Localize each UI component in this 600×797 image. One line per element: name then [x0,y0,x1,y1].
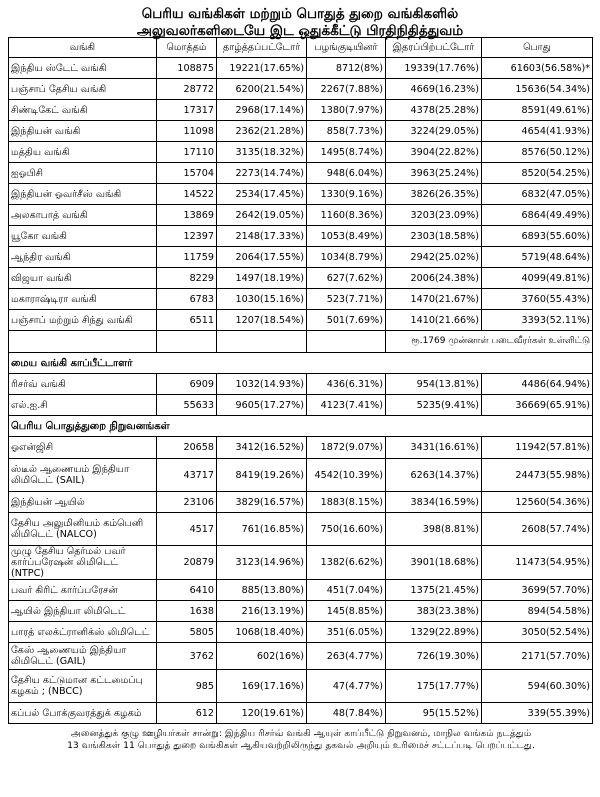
table-row [9,622,593,643]
cell-total: 15704 [157,163,217,184]
cell-name: எல்.ஐ.சி [9,395,157,416]
cell-total: 28772 [157,79,217,100]
cell-obc: 4378(25.28%) [386,100,482,121]
cell-name: மகாராஷ்டிரா வங்கி [9,289,157,310]
table-row [9,310,593,331]
cell-general: 15636(54.34%) [482,79,593,100]
cell-sc: 216(13.19%) [217,601,307,622]
cell-st: 1883(8.15%) [307,492,386,513]
cell-name: அலகாபாத் வங்கி [9,205,157,226]
cell-general: 2608(57.74%) [482,513,593,546]
cell-name: கப்பல் போக்குவரத்துக் கழகம் [9,703,157,724]
cell-name: தேசிய அலுமினியம் கம்பெனி லிமிடெட் (NALCO) [9,513,157,546]
cell-general: 3699(57.70%) [482,580,593,601]
cell-sc: 8419(19.26%) [217,459,307,492]
cell-sc: 761(16.85%) [217,513,307,546]
cell-name: பவர் கிரிட் கார்ப்பரேசன் [9,580,157,601]
table-row [9,643,593,670]
section-insurance [9,353,593,374]
cell-general: 5719(48.64%) [482,247,593,268]
cell-sc: 2064(17.55%) [217,247,307,268]
table-row [9,100,593,121]
section-psu-label: பெரிய பொதுத்துறை நிறுவனங்கள் [9,416,593,437]
cell-st: 263(4.77%) [307,643,386,670]
cell-total: 6511 [157,310,217,331]
cell-sc: 3412(16.52%) [217,437,307,459]
cell-sc: 3829(16.57%) [217,492,307,513]
cell-st: 8712(8%) [307,58,386,79]
cell-obc: 954(13.81%) [386,374,482,395]
cell-sc: 120(19.61%) [217,703,307,724]
cell-st: 48(7.84%) [307,703,386,724]
cell-obc: 3834(16.59%) [386,492,482,513]
cell-name: பஞ்சாப் மற்றும் சிந்து வங்கி [9,310,157,331]
cell-name: ஆந்திர வங்கி [9,247,157,268]
cell-total: 612 [157,703,217,724]
cell-sc: 19221(17.65%) [217,58,307,79]
cell-sc: 9605(17.27%) [217,395,307,416]
cell-general: 594(60.30%) [482,670,593,703]
table-header-row [9,38,593,58]
cell-general: 8591(49.61%) [482,100,593,121]
cell-total: 20658 [157,437,217,459]
cell-total: 6909 [157,374,217,395]
cell-general: 6832(47.05%) [482,184,593,205]
cell-name: கேஸ் ஆணையம் இந்தியா லிமிடெட் (GAIL) [9,643,157,670]
cell-total: 3762 [157,643,217,670]
cell-name: மத்திய வங்கி [9,142,157,163]
table-row [9,226,593,247]
cell-sc: 2534(17.45%) [217,184,307,205]
cell-obc: 95(15.52%) [386,703,482,724]
cell-st: 145(8.85%) [307,601,386,622]
cell-total: 108875 [157,58,217,79]
cell-total: 13869 [157,205,217,226]
cell-total: 23106 [157,492,217,513]
table-row [9,546,593,580]
cell-st: 501(7.69%) [307,310,386,331]
cell-st: 1382(6.62%) [307,546,386,580]
cell-name: ரிசர்வ் வங்கி [9,374,157,395]
cell-obc: 2006(24.38%) [386,268,482,289]
cell-general: 36669(65.91%) [482,395,593,416]
cell-obc: 3904(22.82%) [386,142,482,163]
cell-sc: 602(16%) [217,643,307,670]
table-row [9,205,593,226]
cell-obc: 383(23.38%) [386,601,482,622]
cell-total: 6783 [157,289,217,310]
cell-obc: 2942(25.02%) [386,247,482,268]
cell-st: 451(7.04%) [307,580,386,601]
cell-st: 1872(9.07%) [307,437,386,459]
cell-general: 8520(54.25%) [482,163,593,184]
cell-st: 750(16.60%) [307,513,386,546]
cell-sc: 1497(18.19%) [217,268,307,289]
title-line-2: அலுவலர்களிடையே இட ஒதுக்கீட்டு பிரதிநிதித்துவம் [136,23,464,39]
table-row [9,395,593,416]
cell-st: 1380(7.97%) [307,100,386,121]
cell-name: முழு தேசிய தெர்மல் பவர் கார்ப்பரேஷன் லிமிடெட் (NTPC) [9,546,157,580]
section-psu [9,416,593,437]
table-row [9,79,593,100]
cell-st: 2267(7.88%) [307,79,386,100]
cell-total: 8229 [157,268,217,289]
cell-total: 55633 [157,395,217,416]
table-row [9,670,593,703]
header-sc: தாழ்த்தப்பட்டோர் [217,38,307,58]
cell-st: 4123(7.41%) [307,395,386,416]
cell-st: 351(6.05%) [307,622,386,643]
cell-general: 11473(54.95%) [482,546,593,580]
cell-sc: 2148(17.33%) [217,226,307,247]
header-obc: இதரப்பிற்பட்டோர் [386,38,482,58]
table-row [9,601,593,622]
cell-general: 12560(54.36%) [482,492,593,513]
table-row [9,459,593,492]
empty-cell [157,331,217,353]
cell-st: 436(6.31%) [307,374,386,395]
cell-general: 11942(57.81%) [482,437,593,459]
cell-total: 11759 [157,247,217,268]
cell-st: 1053(8.49%) [307,226,386,247]
cell-total: 17317 [157,100,217,121]
section-insurance-label: மைய வங்கி காப்பீட்டாளர் [9,353,593,374]
cell-sc: 1207(18.54%) [217,310,307,331]
document-title [0,0,600,37]
cell-general: 3050(52.54%) [482,622,593,643]
cell-total: 985 [157,670,217,703]
cell-sc: 2642(19.05%) [217,205,307,226]
cell-name: ஓஎன்ஜிசி [9,437,157,459]
cell-obc: 3826(26.35%) [386,184,482,205]
footer-line-2: 13 வங்கிகள் 11 பொதுத் துறை வங்கிகள் ஆகியவற்றிலிருந்து தகவல் அறியும் உரிமைச் சட்டப்படி பெறப்பட்டது. [67,740,535,751]
table-row [9,184,593,205]
cell-name: இந்தியன் வங்கி [9,121,157,142]
cell-obc: 398(8.81%) [386,513,482,546]
cell-name: பஞ்சாப் தேசிய வங்கி [9,79,157,100]
cell-sc: 6200(21.54%) [217,79,307,100]
table-row [9,121,593,142]
header-general: பொது [482,38,593,58]
table-row [9,437,593,459]
cell-general: 4654(41.93%) [482,121,593,142]
cell-obc: 1375(21.45%) [386,580,482,601]
cell-obc: 5235(9.41%) [386,395,482,416]
table-row [9,492,593,513]
cell-general: 4486(64.94%) [482,374,593,395]
table-row [9,163,593,184]
cell-sc: 3135(18.32%) [217,142,307,163]
cell-general: 61603(56.58%)* [482,58,593,79]
header-total: மொத்தம் [157,38,217,58]
cell-general: 8576(50.12%) [482,142,593,163]
cell-obc: 1470(21.67%) [386,289,482,310]
cell-name: ஆயில் இந்தியா லிமிடெட் [9,601,157,622]
title-line-1: பெரிய வங்கிகள் மற்றும் பொதுத் துறை வங்கிகளில் [141,6,459,22]
header-bank: வங்கி [9,38,157,58]
cell-name: தேசிய கட்டுமான கட்டமைப்பு கழகம் ; (NBCC) [9,670,157,703]
cell-obc: 3901(18.68%) [386,546,482,580]
cell-obc: 1410(21.66%) [386,310,482,331]
cell-general: 894(54.58%) [482,601,593,622]
cell-sc: 2273(14.74%) [217,163,307,184]
cell-sc: 2968(17.14%) [217,100,307,121]
ex-servicemen-note: ரூ.1769 முன்னாள் படைவீரர்கள் உள்ளிட்டு [386,331,593,353]
cell-obc: 19339(17.76%) [386,58,482,79]
cell-obc: 4669(16.23%) [386,79,482,100]
table-row [9,268,593,289]
cell-general: 4099(49.81%) [482,268,593,289]
cell-st: 627(7.62%) [307,268,386,289]
cell-obc: 1329(22.89%) [386,622,482,643]
cell-sc: 1068(18.40%) [217,622,307,643]
cell-name: இந்தியன் ஓவர்சீஸ் வங்கி [9,184,157,205]
cell-st: 948(6.04%) [307,163,386,184]
table-body [9,38,593,724]
cell-sc: 2362(21.28%) [217,121,307,142]
cell-st: 523(7.71%) [307,289,386,310]
cell-sc: 885(13.80%) [217,580,307,601]
cell-obc: 2303(18.58%) [386,226,482,247]
cell-obc: 726(19.30%) [386,643,482,670]
cell-name: ஐஓபிசி [9,163,157,184]
cell-general: 24473(55.98%) [482,459,593,492]
cell-name: இந்தியன் ஆயில் [9,492,157,513]
cell-name: ஸ்டீல் ஆணையம் இந்தியா லிமிடெட் (SAIL) [9,459,157,492]
cell-total: 4517 [157,513,217,546]
note-row [9,331,593,353]
header-st: பழங்குடியினர் [307,38,386,58]
cell-general: 339(55.39%) [482,703,593,724]
cell-obc: 3203(23.09%) [386,205,482,226]
footer-line-1: அனைத்துக் குழு ஊழியர்கள் சான்று: இந்திய ரிசர்வ் வங்கி ஆயுள் காப்பீட்டு நிறுவனம், மாநில வங்கம் நடத்தும் [70,728,532,739]
reservation-table [8,37,593,724]
cell-st: 47(4.77%) [307,670,386,703]
cell-general: 6864(49.49%) [482,205,593,226]
cell-total: 6410 [157,580,217,601]
table-row [9,703,593,724]
cell-total: 1638 [157,601,217,622]
empty-cell [307,331,386,353]
cell-sc: 1030(15.16%) [217,289,307,310]
table-row [9,142,593,163]
cell-total: 5805 [157,622,217,643]
empty-cell [217,331,307,353]
cell-st: 1330(9.16%) [307,184,386,205]
table-row [9,374,593,395]
cell-obc: 6263(14.37%) [386,459,482,492]
cell-st: 4542(10.39%) [307,459,386,492]
empty-cell [9,331,157,353]
cell-sc: 3123(14.96%) [217,546,307,580]
cell-st: 1495(8.74%) [307,142,386,163]
cell-total: 43717 [157,459,217,492]
table-row [9,247,593,268]
cell-obc: 175(17.77%) [386,670,482,703]
cell-total: 11098 [157,121,217,142]
cell-sc: 1032(14.93%) [217,374,307,395]
cell-name: பாரத் எலக்ட்ரானிக்ஸ் லிமிடெட் [9,622,157,643]
cell-name: சிண்டிகேட் வங்கி [9,100,157,121]
table-row [9,513,593,546]
cell-st: 1160(8.36%) [307,205,386,226]
cell-sc: 169(17.16%) [217,670,307,703]
table-row [9,580,593,601]
cell-st: 858(7.73%) [307,121,386,142]
table-row [9,289,593,310]
table-row [9,58,593,79]
cell-total: 20879 [157,546,217,580]
cell-total: 17110 [157,142,217,163]
cell-general: 6893(55.60%) [482,226,593,247]
cell-general: 2171(57.70%) [482,643,593,670]
cell-total: 12397 [157,226,217,247]
cell-obc: 3431(16.61%) [386,437,482,459]
cell-name: இந்திய ஸ்டேட் வங்கி [9,58,157,79]
cell-obc: 3963(25.24%) [386,163,482,184]
cell-name: யூகோ வங்கி [9,226,157,247]
source-footer [0,724,600,752]
cell-st: 1034(8.79%) [307,247,386,268]
cell-name: விஜயா வங்கி [9,268,157,289]
cell-obc: 3224(29.05%) [386,121,482,142]
cell-total: 14522 [157,184,217,205]
cell-general: 3393(52.11%) [482,310,593,331]
cell-general: 3760(55.43%) [482,289,593,310]
